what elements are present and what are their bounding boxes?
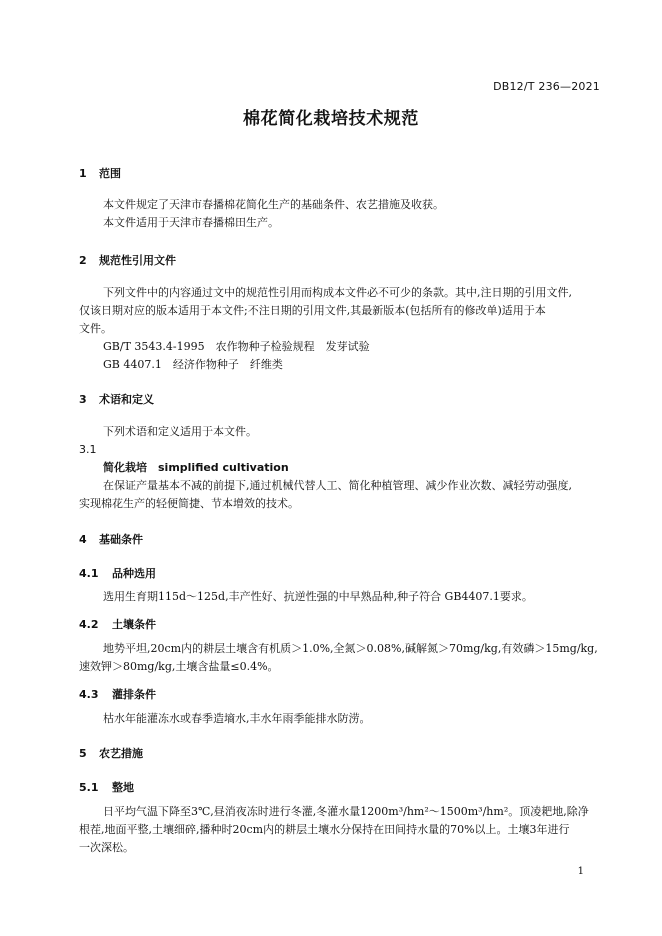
subsection-title: 整地 [112, 781, 134, 794]
section-title: 规范性引用文件 [99, 254, 176, 267]
definition-line: 在保证产量基本不减的前提下,通过机械代替人工、简化种植管理、减少作业次数、减轻劳动强度, [103, 479, 572, 492]
section-heading-4 [79, 531, 143, 547]
subsection-number: 4.2 [79, 618, 99, 631]
section-title: 基础条件 [99, 533, 143, 546]
paragraph: 本文件适用于天津市春播棉田生产。 [103, 216, 279, 229]
subsection-number: 5.1 [79, 781, 99, 794]
paragraph-line: 下列文件中的内容通过文中的规范性引用而构成本文件必不可少的条款。其中,注日期的引用文件, [103, 286, 572, 299]
section-heading-5 [79, 745, 143, 761]
subsection-number: 4.1 [79, 567, 99, 580]
paragraph-line: 文件。 [79, 322, 112, 335]
section-title: 农艺措施 [99, 747, 143, 760]
subsection-title: 品种选用 [112, 567, 156, 580]
subsection-number: 4.3 [79, 688, 99, 701]
paragraph: 枯水年能灌冻水或春季造墒水,丰水年雨季能排水防涝。 [103, 712, 371, 725]
term-title: 简化栽培 simplified cultivation [103, 461, 289, 474]
paragraph-line: 地势平坦,20cm内的耕层土壤含有机质＞1.0%,全氮＞0.08%,碱解氮＞70mg/kg,有效磷＞15mg/kg, [103, 642, 598, 655]
paragraph: 本文件规定了天津市春播棉花简化生产的基础条件、农艺措施及收获。 [103, 198, 444, 211]
section-heading-1 [79, 165, 121, 181]
subsection-heading-4-1 [79, 565, 156, 581]
section-number: 2 [79, 254, 87, 267]
section-heading-2 [79, 252, 176, 268]
page-title: 棉花简化栽培技术规范 [243, 109, 419, 129]
subsection-title: 土壤条件 [112, 618, 156, 631]
section-number: 1 [79, 167, 87, 180]
section-title: 范围 [99, 167, 121, 180]
paragraph-line: 一次深松。 [79, 841, 134, 854]
paragraph: 下列术语和定义适用于本文件。 [103, 425, 257, 438]
reference-item: GB 4407.1 经济作物种子 纤维类 [103, 358, 283, 371]
section-number: 4 [79, 533, 87, 546]
section-title: 术语和定义 [99, 393, 154, 406]
subsection-heading-4-2 [79, 616, 156, 632]
doc-number: DB12/T 236—2021 [493, 80, 600, 93]
paragraph-line: 仅该日期对应的版本适用于本文件;不注日期的引用文件,其最新版本(包括所有的修改单)适用于本 [79, 304, 546, 317]
page-number: 1 [577, 866, 584, 877]
subsection-title: 灌排条件 [112, 688, 156, 701]
reference-item: GB/T 3543.4-1995 农作物种子检验规程 发芽试验 [103, 340, 370, 353]
paragraph-line: 速效钾＞80mg/kg,土壤含盐量≤0.4%。 [79, 660, 279, 673]
section-number: 5 [79, 747, 87, 760]
paragraph-line: 日平均气温下降至3℃,昼消夜冻时进行冬灌,冬灌水量1200m³/hm²～1500m³/hm²。顶凌耙地,除净 [103, 805, 589, 818]
section-number: 3 [79, 393, 87, 406]
paragraph: 选用生育期115d～125d,丰产性好、抗逆性强的中早熟品种,种子符合 GB4407.1要求。 [103, 590, 533, 603]
section-heading-3 [79, 391, 154, 407]
term-number: 3.1 [79, 443, 97, 456]
paragraph-line: 根茬,地面平整,土壤细碎,播种时20cm内的耕层土壤水分保持在田间持水量的70%以上。土壤3年进行 [79, 823, 570, 836]
subsection-heading-5-1 [79, 779, 134, 795]
definition-line: 实现棉花生产的轻便简捷、节本增效的技术。 [79, 497, 299, 510]
subsection-heading-4-3 [79, 686, 156, 702]
